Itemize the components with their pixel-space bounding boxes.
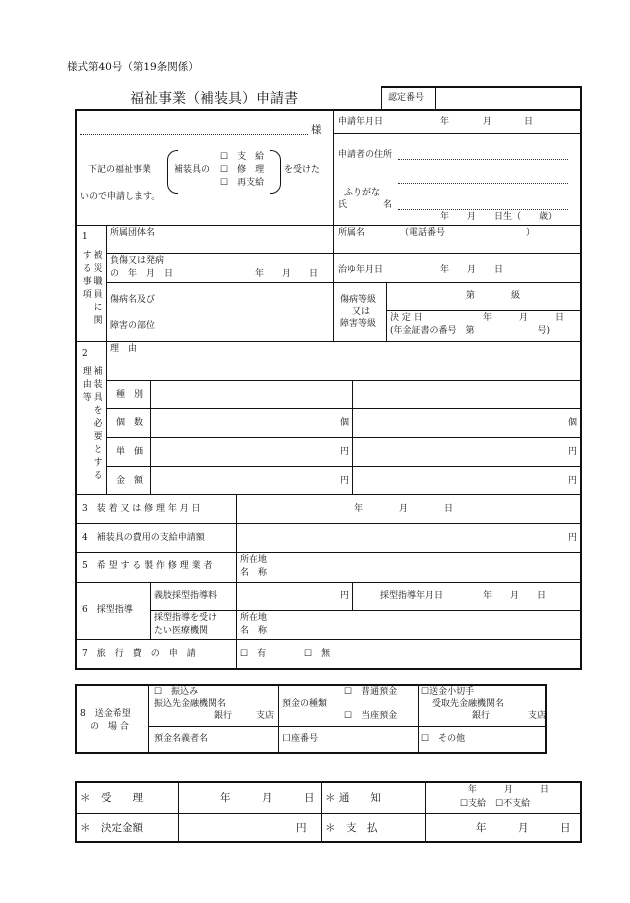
bank-label: 銀行 bbox=[214, 711, 233, 721]
amount-yen-1: 円 bbox=[340, 476, 350, 486]
sec5-name: 名 称 bbox=[240, 568, 268, 578]
sec6-name: 名 称 bbox=[240, 626, 268, 636]
sec8-label-2: の 場 合 bbox=[90, 722, 129, 732]
injury-date-value: 年 月 日 bbox=[255, 269, 319, 279]
price-label: 単 価 bbox=[116, 447, 144, 457]
grade-value: 第 級 bbox=[466, 291, 521, 301]
transfer-checkbox[interactable]: ☐ 振込み bbox=[154, 687, 199, 697]
grade-label: 傷病等級 bbox=[340, 295, 377, 305]
sec2-heading: 補装具を必要とする理由等 bbox=[80, 366, 102, 483]
sama-label: 様 bbox=[311, 124, 322, 136]
opt-repair[interactable]: ☐ 修 理 bbox=[220, 165, 265, 175]
sec3-label: 3 装 着 又 は 修 理 年 月 日 bbox=[82, 504, 201, 514]
dept-label: 所属名 bbox=[338, 228, 366, 238]
institution-label: 採型指導を受け bbox=[154, 613, 218, 623]
cert-number-label: 認定番号 bbox=[388, 93, 425, 103]
reason-label: 理 由 bbox=[110, 344, 138, 354]
opt-resupply[interactable]: ☐ 再支給 bbox=[220, 178, 265, 188]
application-date-label: 申請年月日 bbox=[338, 117, 384, 127]
sec8-label: 8 送金希望 bbox=[80, 709, 131, 719]
notice-options[interactable]: ☐支給 ☐不支給 bbox=[460, 799, 531, 809]
sec2-number: 2 bbox=[82, 349, 88, 359]
receipt-label: ＊ 受 理 bbox=[80, 792, 143, 804]
count-unit-2: 個 bbox=[568, 418, 578, 428]
fee-label: 義肢採型指導料 bbox=[154, 591, 218, 601]
price-yen-1: 円 bbox=[340, 447, 350, 457]
fee-yen: 円 bbox=[340, 591, 350, 601]
fitting-date-label: 採型指導年月日 bbox=[380, 591, 444, 601]
price-yen-2: 円 bbox=[568, 447, 578, 457]
intro-text-2: 補装具の bbox=[174, 165, 211, 175]
travel-yes[interactable]: ☐ 有 bbox=[240, 649, 267, 659]
bank-label-2: 銀行 bbox=[472, 711, 491, 721]
form-title: 福祉事業（補装具）申請書 bbox=[130, 91, 298, 107]
sec5-address: 所在地 bbox=[240, 555, 268, 565]
day-label: 日 bbox=[524, 117, 534, 127]
receipt-date: 年 月 日 bbox=[220, 792, 315, 804]
injury-date-label-2: の 年 月 日 bbox=[110, 269, 174, 279]
injury-date-label: 負傷又は発病 bbox=[110, 256, 165, 266]
pension-cert-number: (年金証書の番号 第 号) bbox=[390, 326, 551, 336]
sec7-label: 7 旅 行 費 の 申 請 bbox=[82, 649, 196, 659]
decision-date-value: 年 月 日 bbox=[483, 313, 565, 323]
current-deposit[interactable]: ☐ 当座預金 bbox=[344, 711, 398, 721]
sec1-heading: 被災職員に関する事項 bbox=[80, 250, 102, 328]
deposit-type-label: 預金の種類 bbox=[282, 699, 328, 709]
receive-bank-label: 受取先金融機関名 bbox=[432, 699, 505, 709]
count-unit-1: 個 bbox=[340, 418, 350, 428]
grade-label-3: 障害等級 bbox=[340, 319, 377, 329]
furigana-label: ふりがな bbox=[344, 188, 381, 198]
type-label: 種 別 bbox=[116, 390, 144, 400]
amount-yen-2: 円 bbox=[568, 476, 578, 486]
decided-amount-yen: 円 bbox=[296, 822, 307, 834]
intro-text-4: いので申請します。 bbox=[80, 192, 161, 202]
amount-label: 金 額 bbox=[116, 476, 144, 486]
org-label: 所属団体名 bbox=[110, 228, 156, 238]
count-label: 個 数 bbox=[116, 418, 144, 428]
other-checkbox[interactable]: ☐ その他 bbox=[421, 734, 466, 744]
notice-date: 年 月 日 bbox=[468, 785, 550, 795]
payment-date: 年 月 日 bbox=[476, 822, 571, 834]
sec4-yen: 円 bbox=[568, 533, 578, 543]
ordinary-deposit[interactable]: ☐ 普通預金 bbox=[344, 687, 398, 697]
sec6-address: 所在地 bbox=[240, 613, 268, 623]
sec3-date: 年 月 日 bbox=[354, 504, 454, 514]
branch-label: 支店 bbox=[256, 711, 275, 721]
address-label: 申請者の住所 bbox=[338, 150, 393, 160]
grade-label-2: 又は bbox=[352, 307, 371, 317]
cure-date-value: 年 月 日 bbox=[440, 265, 504, 275]
fitting-date-value: 年 月 日 bbox=[483, 591, 547, 601]
sec4-label: 4 補装具の費用の支給申請額 bbox=[82, 533, 205, 543]
sec1-number: 1 bbox=[82, 232, 88, 242]
remittance-check[interactable]: ☐送金小切手 bbox=[421, 687, 475, 697]
institution-label-2: たい医療機関 bbox=[154, 626, 209, 636]
phone-label: （電話番号 ） bbox=[400, 228, 536, 238]
branch-label-2: 支店 bbox=[528, 711, 547, 721]
intro-text-1: 下記の福祉事業 bbox=[88, 165, 152, 175]
month-label: 月 bbox=[483, 117, 493, 127]
disease-label: 傷病名及び bbox=[110, 295, 156, 305]
payment-label: ＊ 支 払 bbox=[325, 822, 378, 834]
name-label: 氏 名 bbox=[338, 200, 393, 210]
account-label: 口座番号 bbox=[282, 734, 319, 744]
birth-date: 年 月 日生（ 歳） bbox=[440, 212, 558, 222]
travel-no[interactable]: ☐ 無 bbox=[304, 649, 331, 659]
intro-text-3: を受けた bbox=[284, 165, 321, 175]
cure-date-label: 治ゆ年月日 bbox=[338, 265, 384, 275]
disease-label-2: 障害の部位 bbox=[110, 321, 156, 331]
sec6-label: 6 採型指導 bbox=[82, 605, 133, 615]
decision-date-label: 決 定 日 bbox=[390, 313, 423, 323]
decided-amount-label: ＊ 決定金額 bbox=[80, 822, 143, 834]
form-number: 様式第40号（第19条関係） bbox=[67, 61, 199, 73]
opt-supply[interactable]: ☐ 支 給 bbox=[220, 152, 265, 162]
bank-name-label: 振込先金融機関名 bbox=[154, 699, 227, 709]
sec5-label: 5 希 望 す る 製 作 修 理 業 者 bbox=[82, 561, 213, 571]
cert-number-field[interactable] bbox=[437, 88, 579, 108]
year-label: 年 bbox=[440, 117, 450, 127]
notice-label: ＊ 通 知 bbox=[325, 792, 381, 804]
holder-label: 預金名義者名 bbox=[154, 734, 209, 744]
